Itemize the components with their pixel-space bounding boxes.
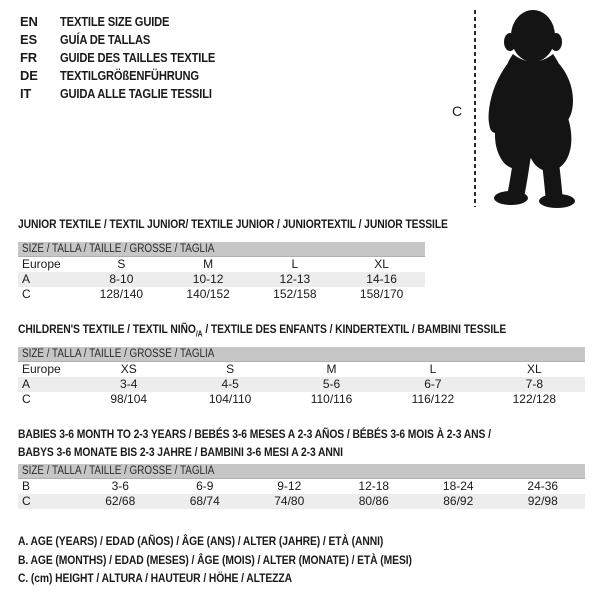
height-cell: 110/116 (310, 392, 353, 406)
note-height-cm: C. (cm) HEIGHT / ALTURA / HAUTEUR / HÖHE / ALTEZZA (18, 571, 292, 585)
language-code: FR (20, 50, 37, 65)
row-label: A (22, 377, 31, 391)
language-code: IT (20, 86, 32, 101)
age-cell: 5-6 (322, 377, 341, 391)
table-row (18, 392, 585, 407)
note-age-years: A. AGE (YEARS) / EDAD (AÑOS) / ÂGE (ANS) / ALTER (JAHRE) / ETÀ (ANNI) (18, 534, 384, 548)
legend-notes (18, 532, 476, 588)
age-cell: 24-36 (527, 479, 559, 493)
age-cell: 12-13 (279, 272, 311, 286)
language-row (20, 13, 240, 31)
children-size-table (18, 347, 585, 407)
junior-size-table (18, 242, 425, 302)
language-row (20, 31, 240, 49)
size-cell: M (326, 362, 337, 376)
row-label: Europe (22, 362, 61, 376)
size-cell: XL (374, 257, 389, 271)
children-table-title: CHILDREN'S TEXTILE / TEXTIL $NIÑO_{/A}$ / TEXTILE DES ENFANTS / KINDERTEXTIL / BAMBINI TESSILE (18, 322, 507, 339)
size-cell: S (226, 362, 235, 376)
age-cell: 10-12 (192, 272, 224, 286)
age-cell: 7-8 (525, 377, 543, 391)
language-label: TEXTILGRÖßENFÜHRUNG (60, 68, 199, 83)
table-row (18, 377, 585, 392)
size-cell: L (429, 362, 437, 376)
table-row (18, 257, 425, 272)
row-label: C (22, 392, 31, 406)
age-cell: 3-6 (111, 479, 129, 493)
size-cell: L (291, 257, 299, 271)
height-cell: 86/92 (443, 494, 474, 508)
age-cell: 4-5 (221, 377, 239, 391)
language-label: GUÍA DE TALLAS (60, 32, 151, 47)
size-table-header: SIZE / TALLA / TAILLE / GRÖSSE / TAGLIA (18, 347, 585, 362)
height-cell: 128/140 (99, 287, 144, 301)
height-cell: 158/170 (359, 287, 404, 301)
language-code: DE (20, 68, 38, 83)
language-code: ES (20, 32, 37, 47)
note-age-months: B. AGE (MONTHS) / EDAD (MESES) / ÂGE (MOIS) / ALTER (MONATE) / ETÀ (MESI) (18, 552, 412, 567)
title-subscript: /A (195, 329, 203, 339)
table-row (18, 494, 585, 509)
age-cell: 6-7 (424, 377, 442, 391)
size-cell: XS (120, 362, 137, 376)
language-label: GUIDE DES TAILLES TEXTILE (60, 50, 216, 65)
babies-title-line2: BABYS 3-6 MONATE BIS 2-3 JAHRE / BAMBINI 3-6 MESI A 2-3 ANNI (18, 445, 343, 459)
language-label: GUIDA ALLE TAGLIE TESSILI (60, 86, 212, 101)
language-code: EN (20, 14, 38, 29)
table-row (18, 287, 425, 302)
babies-table-title (18, 425, 568, 461)
row-label: Europe (22, 257, 61, 271)
size-table-header: SIZE / TALLA / TAILLE / GRÖSSE / TAGLIA (18, 464, 585, 479)
baby-silhouette (483, 8, 598, 208)
age-cell: 14-16 (366, 272, 397, 286)
row-label: A (22, 272, 31, 286)
height-cell: 62/68 (105, 494, 136, 508)
height-cell: 98/104 (110, 392, 148, 406)
height-cell: 74/80 (274, 494, 305, 508)
table-row (18, 362, 585, 377)
size-cell: S (117, 257, 126, 271)
age-cell: 12-18 (358, 479, 390, 493)
height-measure-dashed-line (474, 10, 476, 207)
age-cell: 6-9 (196, 479, 214, 493)
babies-title-line1: BABIES 3-6 MONTH TO 2-3 YEARS / BEBÉS 3-6 MESES A 2-3 AÑOS / BÉBÉS 3-6 MOIS À 2-3 ANS / (18, 427, 491, 441)
height-cell: 140/152 (186, 287, 230, 301)
age-cell: 9-12 (277, 479, 302, 493)
babies-size-table (18, 464, 585, 509)
height-measure-label: C (452, 103, 463, 119)
height-cell: 104/110 (208, 392, 252, 406)
language-list (20, 13, 240, 103)
row-label: C (22, 494, 31, 508)
size-table-header: SIZE / TALLA / TAILLE / GRÖSSE / TAGLIA (18, 242, 425, 257)
size-cell: XL (526, 362, 542, 376)
size-cell: M (203, 257, 214, 271)
language-label: TEXTILE SIZE GUIDE (60, 14, 170, 29)
height-cell: 122/128 (512, 392, 557, 406)
height-cell: 152/158 (273, 287, 317, 301)
age-cell: 18-24 (442, 479, 474, 493)
height-cell: 92/98 (527, 494, 558, 508)
height-cell: 116/122 (411, 392, 455, 406)
table-row (18, 272, 425, 287)
row-label: B (22, 479, 31, 493)
language-row (20, 85, 240, 103)
height-cell: 80/86 (358, 494, 389, 508)
table-row (18, 479, 585, 494)
language-row (20, 49, 240, 67)
junior-table-title: JUNIOR TEXTILE / TEXTIL JUNIOR/ TEXTILE JUNIOR / JUNIORTEXTIL / JUNIOR TESSILE (18, 217, 448, 231)
age-cell: 3-4 (120, 377, 138, 391)
language-row (20, 67, 240, 85)
height-cell: 68/74 (189, 494, 220, 508)
row-label: C (22, 287, 31, 301)
age-cell: 8-10 (109, 272, 134, 286)
